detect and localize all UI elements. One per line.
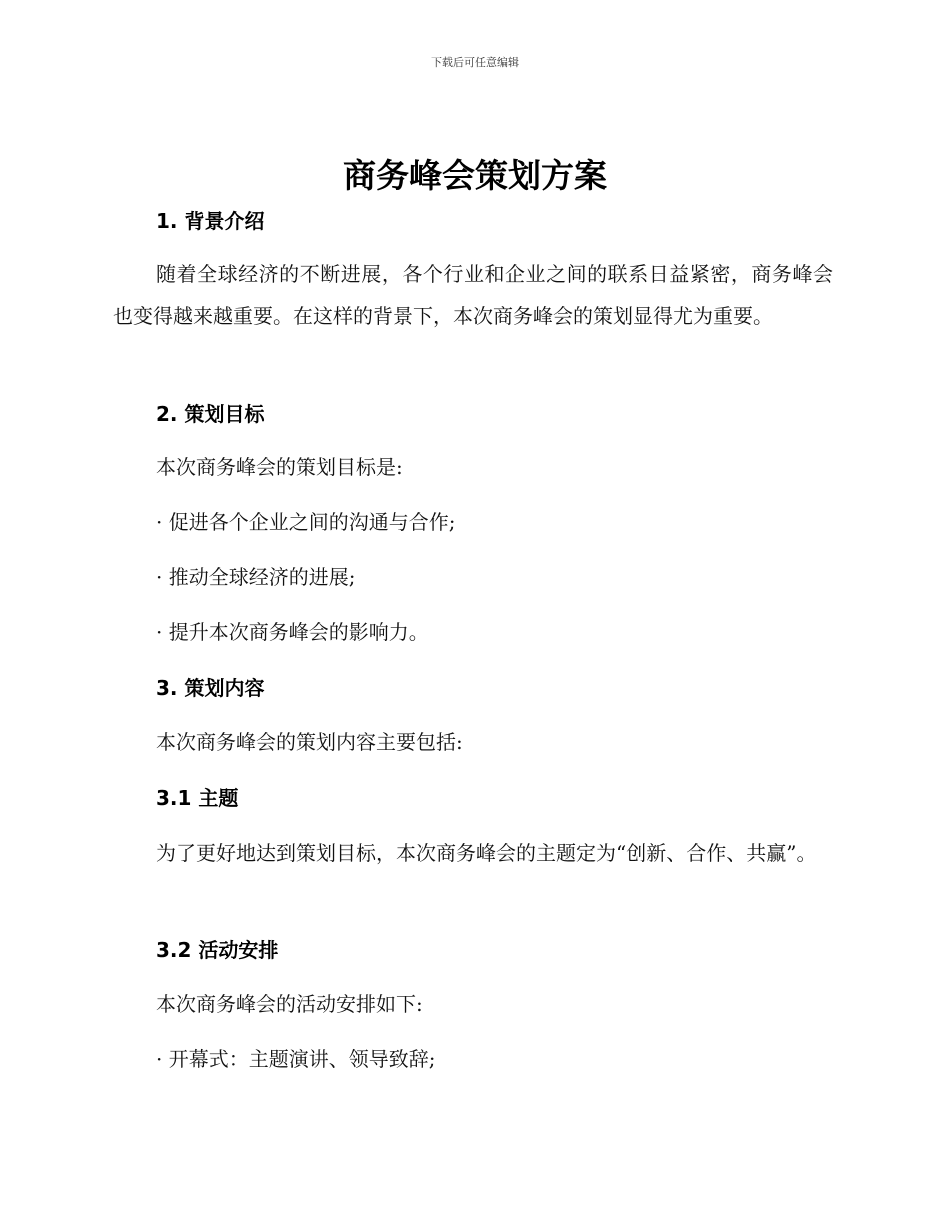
goals-list-item: · 提升本次商务峰会的影响力。	[156, 620, 429, 644]
section-heading-content: 3. 策划内容	[156, 676, 265, 700]
goals-list-item: · 推动全球经济的进展;	[156, 565, 356, 589]
section-heading-goals: 2. 策划目标	[156, 402, 265, 426]
goals-list-item: · 促进各个企业之间的沟通与合作;	[156, 510, 456, 534]
background-paragraph: 随着全球经济的不断进展，各个行业和企业之间的联系日益紧密，商务峰会也变得越来越重要。在这样的背景下，本次商务峰会的策划显得尤为重要。	[113, 262, 833, 328]
page-header-note: 下载后可任意编辑	[431, 56, 519, 69]
section-heading-background: 1. 背景介绍	[156, 209, 265, 233]
schedule-list-item: · 开幕式：主题演讲、领导致辞;	[156, 1047, 436, 1071]
schedule-intro: 本次商务峰会的活动安排如下:	[156, 992, 423, 1016]
content-intro: 本次商务峰会的策划内容主要包括:	[156, 730, 463, 754]
theme-paragraph: 为了更好地达到策划目标，本次商务峰会的主题定为“创新、合作、共赢”。	[156, 841, 817, 865]
document-title: 商务峰会策划方案	[343, 156, 607, 195]
goals-intro: 本次商务峰会的策划目标是:	[156, 455, 403, 479]
section-heading-schedule: 3.2 活动安排	[156, 938, 279, 962]
section-heading-theme: 3.1 主题	[156, 786, 239, 810]
